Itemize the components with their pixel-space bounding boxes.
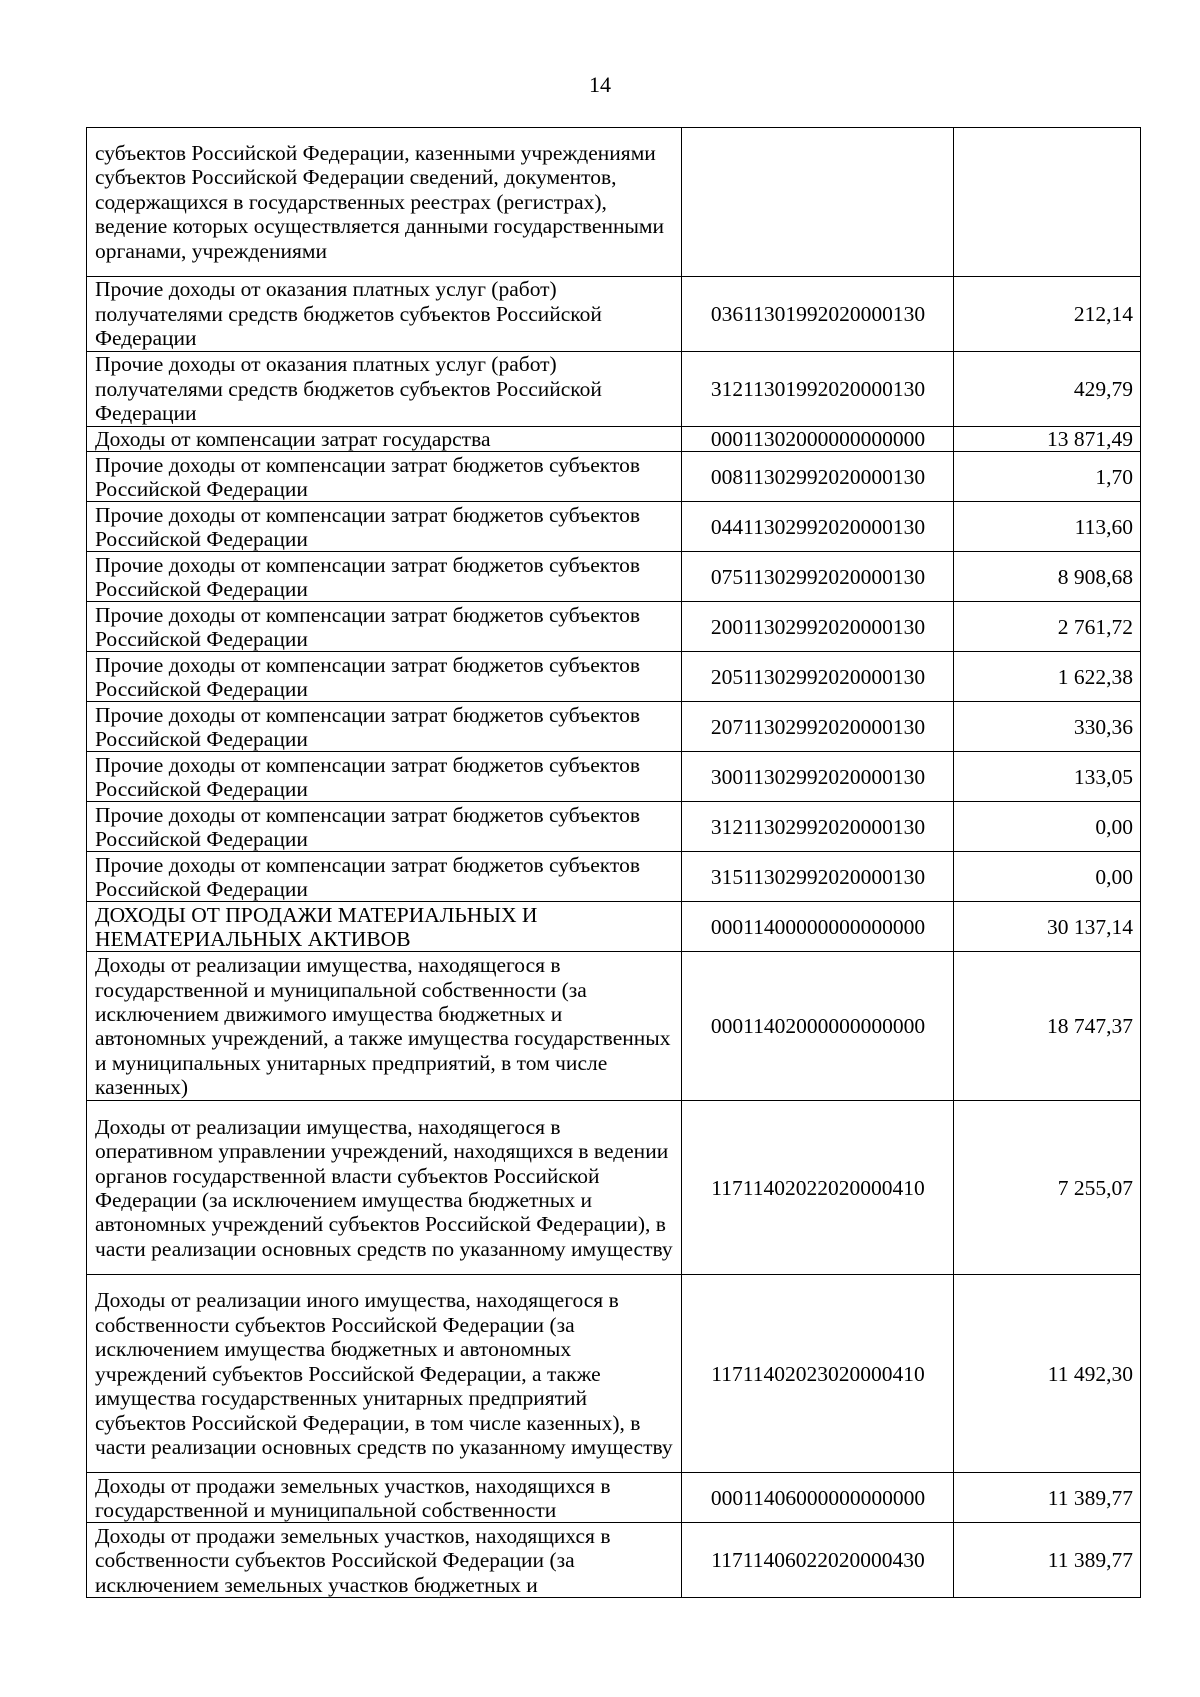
revenue-name: Доходы от продажи земельных участков, находящихся в собственности субъектов Российской Федерации (за исключением земельных участков бюджетных и <box>87 1523 682 1598</box>
revenue-name: Прочие доходы от оказания платных услуг (работ) получателями средств бюджетов субъектов Российской Федерации <box>87 277 682 352</box>
revenue-name: Прочие доходы от компенсации затрат бюджетов субъектов Российской Федерации <box>87 602 682 652</box>
revenue-name: Доходы от реализации имущества, находящегося в государственной и муниципальной собственности (за исключением движимого имущества бюджетных и автономных учреждений, а также имущества государственных и муниципальных унитарных предприятий, в том числе казенных) <box>87 952 682 1101</box>
revenue-name: Прочие доходы от компенсации затрат бюджетов субъектов Российской Федерации <box>87 752 682 802</box>
table-row <box>87 802 1141 852</box>
revenue-amount: 13 871,49 <box>954 427 1141 452</box>
revenue-amount: 0,00 <box>954 852 1141 902</box>
revenue-amount: 18 747,37 <box>954 952 1141 1101</box>
table-row <box>87 552 1141 602</box>
revenue-code: 11711402023020000410 <box>682 1275 954 1473</box>
revenue-code: 11711402022020000410 <box>682 1101 954 1275</box>
table-row <box>87 352 1141 427</box>
table-row <box>87 128 1141 277</box>
table-row <box>87 752 1141 802</box>
table-row <box>87 602 1141 652</box>
revenue-name: Прочие доходы от компенсации затрат бюджетов субъектов Российской Федерации <box>87 552 682 602</box>
revenue-amount <box>954 128 1141 277</box>
revenue-name: Прочие доходы от компенсации затрат бюджетов субъектов Российской Федерации <box>87 652 682 702</box>
table-row <box>87 277 1141 352</box>
table-row <box>87 1473 1141 1523</box>
revenue-code: 04411302992020000130 <box>682 502 954 552</box>
revenue-amount: 7 255,07 <box>954 1101 1141 1275</box>
revenue-amount: 429,79 <box>954 352 1141 427</box>
revenue-name: Доходы от реализации имущества, находящегося в оперативном управлении учреждений, находящихся в ведении органов государственной власти субъектов Российской Федерации (за исключением имущества бюджетных и автономных учреждений субъектов Российской Федерации), в части реализации основных средств по указанному имуществу <box>87 1101 682 1275</box>
table-row <box>87 702 1141 752</box>
revenue-amount: 11 389,77 <box>954 1473 1141 1523</box>
revenue-amount: 11 389,77 <box>954 1523 1141 1598</box>
table-row <box>87 427 1141 452</box>
revenue-code: 00011302000000000000 <box>682 427 954 452</box>
revenue-name: Прочие доходы от компенсации затрат бюджетов субъектов Российской Федерации <box>87 502 682 552</box>
table-row <box>87 902 1141 952</box>
table-row <box>87 652 1141 702</box>
revenue-amount: 2 761,72 <box>954 602 1141 652</box>
table-row <box>87 502 1141 552</box>
table-row <box>87 1101 1141 1275</box>
revenue-name: Прочие доходы от оказания платных услуг (работ) получателями средств бюджетов субъектов Российской Федерации <box>87 352 682 427</box>
revenue-code: 20511302992020000130 <box>682 652 954 702</box>
revenue-name: Прочие доходы от компенсации затрат бюджетов субъектов Российской Федерации <box>87 802 682 852</box>
table-row <box>87 852 1141 902</box>
revenue-code: 11711406022020000430 <box>682 1523 954 1598</box>
revenue-table <box>86 127 1141 1598</box>
revenue-amount: 0,00 <box>954 802 1141 852</box>
revenue-name: Доходы от реализации иного имущества, находящегося в собственности субъектов Российской Федерации (за исключением имущества бюджетных и автономных учреждений субъектов Российской Федерации, а также имущества государственных унитарных предприятий субъектов Российской Федерации, в том числе казенных), в части реализации основных средств по указанному имуществу <box>87 1275 682 1473</box>
revenue-amount: 133,05 <box>954 752 1141 802</box>
revenue-code: 20011302992020000130 <box>682 602 954 652</box>
revenue-code: 31211301992020000130 <box>682 352 954 427</box>
revenue-amount: 330,36 <box>954 702 1141 752</box>
revenue-code: 00011402000000000000 <box>682 952 954 1101</box>
table-row <box>87 952 1141 1101</box>
revenue-name: Прочие доходы от компенсации затрат бюджетов субъектов Российской Федерации <box>87 852 682 902</box>
revenue-amount: 212,14 <box>954 277 1141 352</box>
revenue-code: 31511302992020000130 <box>682 852 954 902</box>
revenue-code: 00011406000000000000 <box>682 1473 954 1523</box>
revenue-name: субъектов Российской Федерации, казенными учреждениями субъектов Российской Федерации сведений, документов, содержащихся в государственных реестрах (регистрах), ведение которых осуществляется данными государственными органами, учреждениями <box>87 128 682 277</box>
revenue-code: 00011400000000000000 <box>682 902 954 952</box>
revenue-code: 30011302992020000130 <box>682 752 954 802</box>
revenue-code: 03611301992020000130 <box>682 277 954 352</box>
table-row <box>87 1275 1141 1473</box>
revenue-name: Прочие доходы от компенсации затрат бюджетов субъектов Российской Федерации <box>87 702 682 752</box>
revenue-amount: 1 622,38 <box>954 652 1141 702</box>
revenue-amount: 11 492,30 <box>954 1275 1141 1473</box>
revenue-code: 20711302992020000130 <box>682 702 954 752</box>
revenue-amount: 113,60 <box>954 502 1141 552</box>
revenue-code: 07511302992020000130 <box>682 552 954 602</box>
revenue-name: Прочие доходы от компенсации затрат бюджетов субъектов Российской Федерации <box>87 452 682 502</box>
revenue-name: ДОХОДЫ ОТ ПРОДАЖИ МАТЕРИАЛЬНЫХ И НЕМАТЕРИАЛЬНЫХ АКТИВОВ <box>87 902 682 952</box>
revenue-name: Доходы от компенсации затрат государства <box>87 427 682 452</box>
revenue-code <box>682 128 954 277</box>
revenue-amount: 8 908,68 <box>954 552 1141 602</box>
revenue-amount: 1,70 <box>954 452 1141 502</box>
revenue-code: 31211302992020000130 <box>682 802 954 852</box>
table-row <box>87 452 1141 502</box>
table-row <box>87 1523 1141 1598</box>
revenue-amount: 30 137,14 <box>954 902 1141 952</box>
revenue-name: Доходы от продажи земельных участков, находящихся в государственной и муниципальной собственности <box>87 1473 682 1523</box>
page-number: 14 <box>589 72 611 97</box>
revenue-code: 00811302992020000130 <box>682 452 954 502</box>
